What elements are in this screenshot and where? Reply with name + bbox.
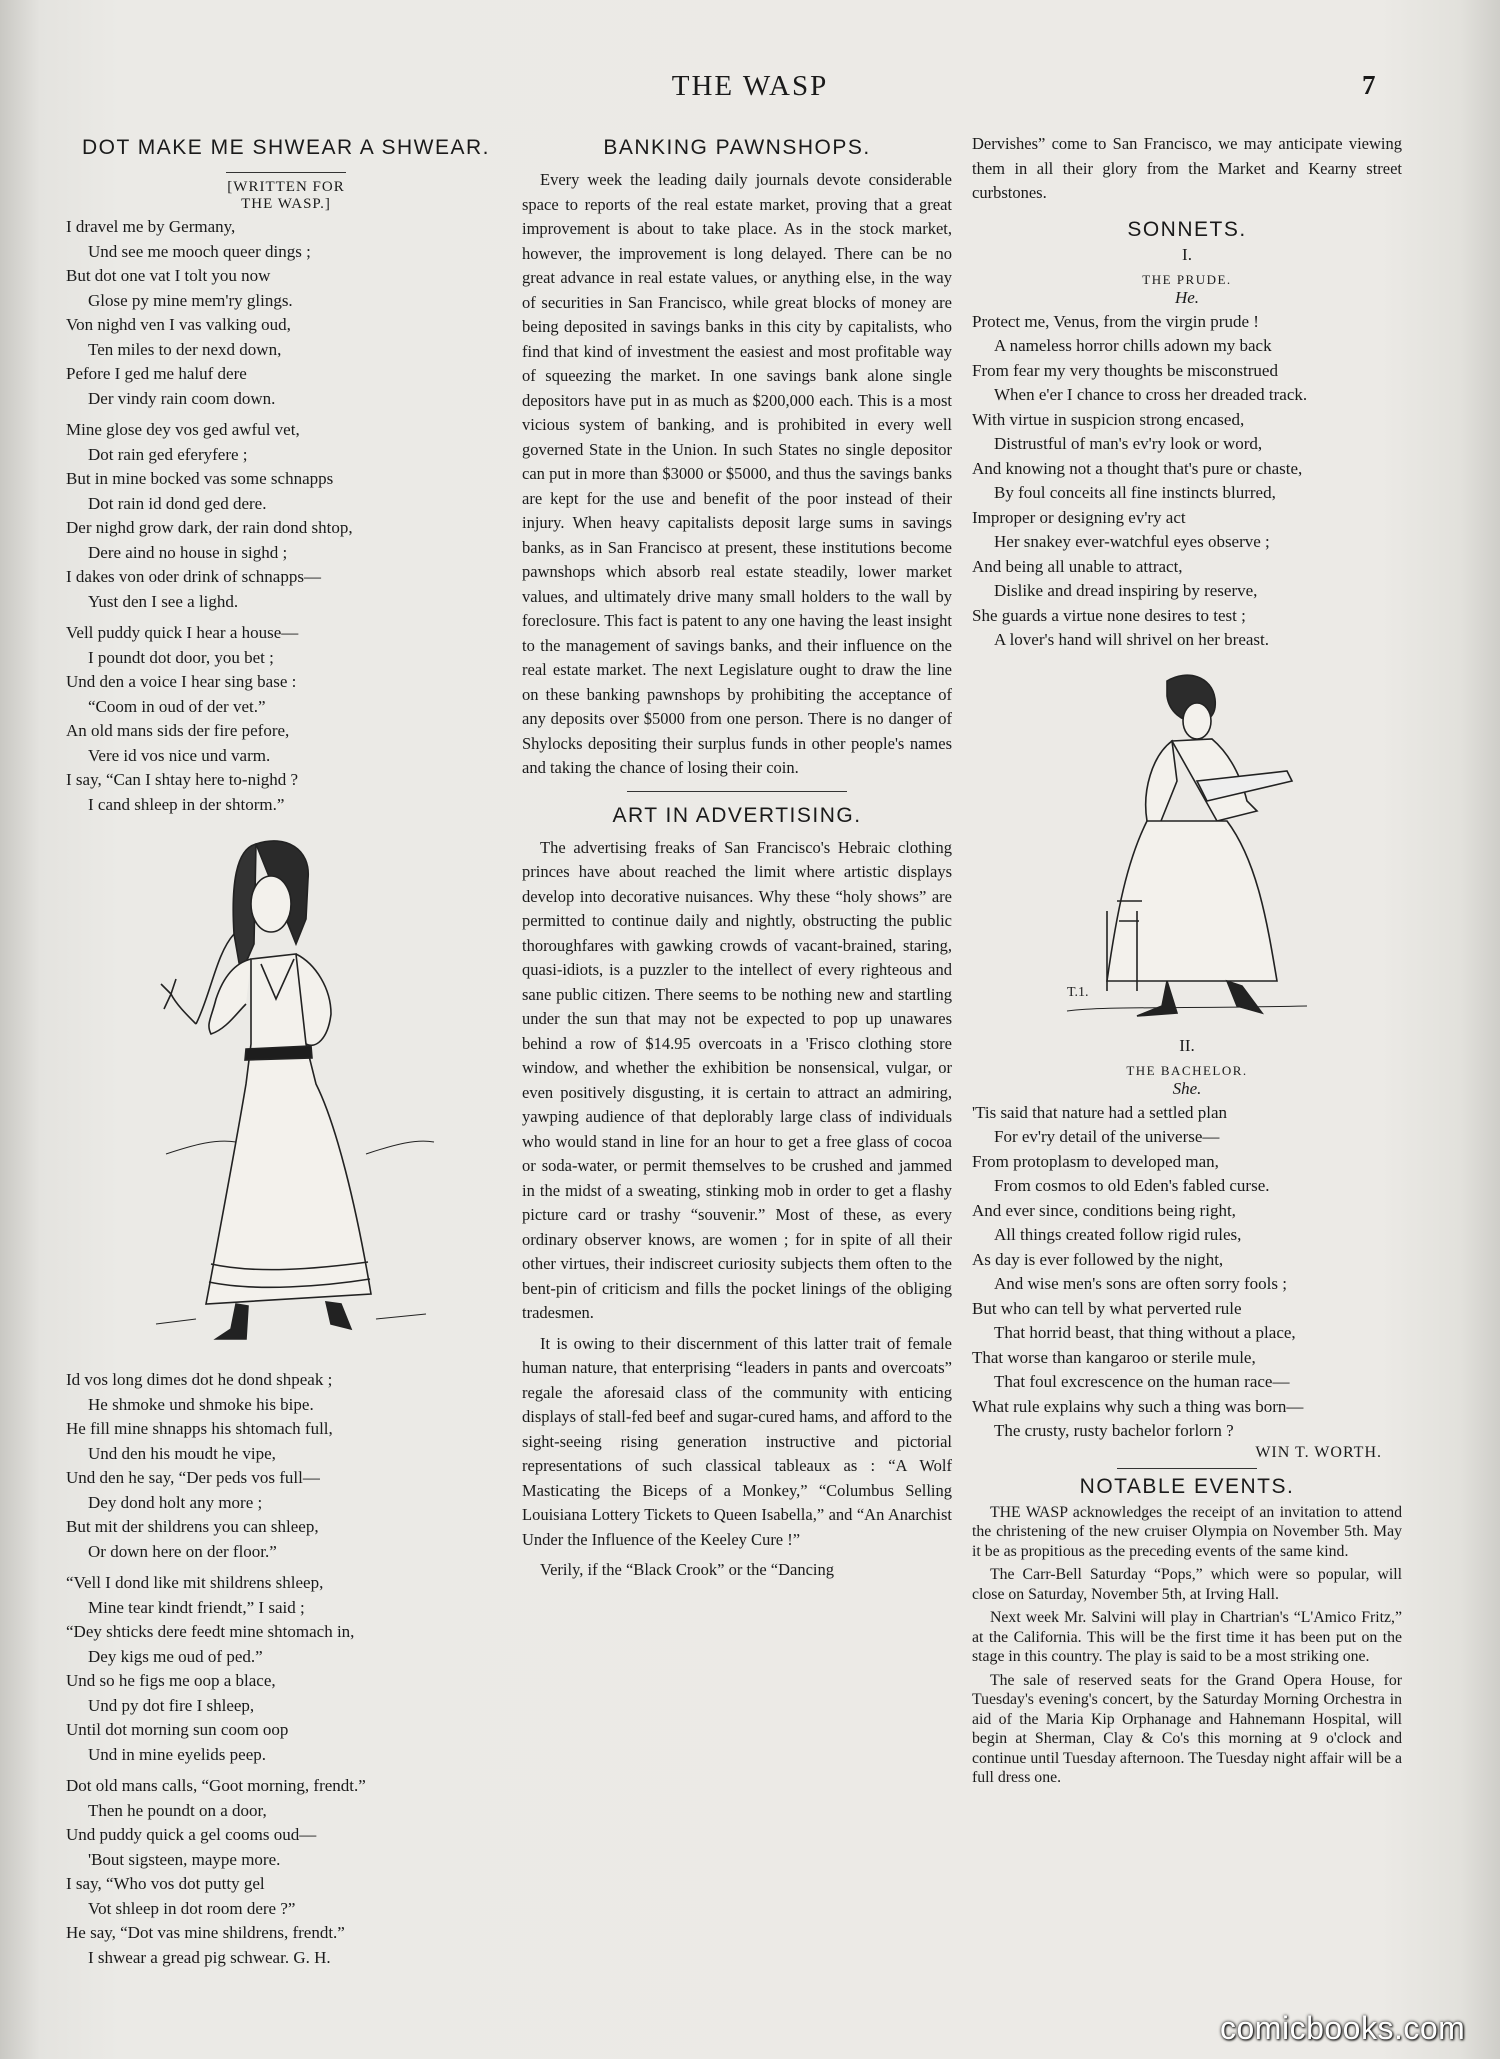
poem-line: Vere id vos nice und varm. (88, 745, 271, 765)
sonnet-line: Her snakey ever-watchful eyes observe ; (994, 532, 1270, 551)
column-poem (66, 132, 506, 1977)
sonnet-signature: WIN T. WORTH. (1255, 1443, 1382, 1461)
sonnet-line: And ever since, conditions being right, (972, 1200, 1236, 1220)
art-article-continued (972, 132, 1402, 206)
sonnet-line: She guards a virtue none desires to test ; (972, 605, 1246, 625)
poem-stanza (66, 1571, 506, 1767)
poem-line: Dere aind no house in sighd ; (88, 542, 288, 562)
seated-woman-illustration (1047, 661, 1327, 1031)
poem-line: Glose py mine mem'ry glings. (88, 290, 293, 310)
notable-paragraph: The Carr-Bell Saturday “Pops,” which were so popular, will close on Saturday, November 5th, at Irving Hall. (972, 1566, 1402, 1603)
poem-line: Und den his moudt he vipe, (88, 1443, 276, 1463)
poem-title: DOT MAKE ME SHWEAR A SHWEAR. (81, 136, 490, 159)
poem-line: Und see me mooch queer dings ; (88, 241, 311, 261)
sonnet-one-speaker: He. (1174, 287, 1200, 307)
banking-paragraph: Every week the leading daily journals devote considerable space to reports of the real estate market, proving that a great improvement is about to take place. As in the stock market, however, the improvement is long delayed. There can be no great advance in real estate values, or anything else, in the way of securities in San Francisco, while great blocks of money are being deposited in savings banks in this city by capitalists, who find that kind of investment the easiest and most profitable way of squeezing the market. In one savings bank alone single depositors have put in as much as $200,000 each. This is a most vicious system of banking, and is prohibited in every well governed State in the Union. In such States no single depositor can put in more than $3000 or $5000, and thus the savings banks are kept for the use and benefit of the poor instead of their injury. When heavy capitalists deposit large sums in savings banks, as in San Francisco at present, these institutions become pawnshops which absorb real estate steadily, lower market values, and ultimately drive many small holders to the wall by foreclosure. This fact is patent to any one having the least insight to the management of savings banks, and their influence on the real estate market. The next Legislature ought to draw the line on these banking pawnshops by prohibiting the acceptance of any deposits over $5000 from one person. There is no danger of Shylocks depositing their surplus funds in other people's names and taking the chance of losing their coin. (522, 170, 952, 777)
poem-line: Der vindy rain coom down. (88, 388, 276, 408)
poem-line: Until dot morning sun coom oop (66, 1720, 289, 1739)
poem-stanza (66, 1774, 506, 1970)
sonnet-line: Distrustful of man's ev'ry look or word, (994, 434, 1263, 453)
poem-line: I say, “Can I shtay here to-nighd ? (66, 770, 299, 789)
notable-title: NOTABLE EVENTS. (1079, 1474, 1295, 1498)
poem-line: I say, “Who vos dot putty gel (66, 1874, 265, 1893)
poem-byline: [WRITTEN FOR THE WASP.] (226, 172, 346, 213)
poem-line: He say, “Dot vas mine shildrens, frendt.” (66, 1923, 345, 1942)
sonnet-line: That worse than kangaroo or sterile mule, (972, 1347, 1256, 1367)
watermark-logo: comicbooks.com (1220, 2010, 1466, 2046)
banking-article (522, 168, 952, 781)
sonnet-line: Protect me, Venus, from the virgin prude ! (972, 311, 1259, 331)
notable-events (972, 1503, 1402, 1788)
poem-line: Und den he say, “Der peds vos full— (66, 1468, 320, 1487)
poem-line: “Dey shticks dere feedt mine shtomach in, (66, 1622, 355, 1641)
poem-line: But in mine bocked vas some schnapps (66, 469, 334, 488)
sonnet-two-speaker: She. (1172, 1078, 1202, 1098)
sonnet-one-lines (972, 310, 1402, 653)
poem-line: I shwear a gread pig schwear. G. H. (88, 1947, 331, 1967)
poem-line: Vot shleep in dot room dere ?” (88, 1898, 296, 1918)
art-paragraph: The advertising freaks of San Francisco's Hebraic clothing princes have about reached the limit where artistic displays develop into decorative nuisances. Why these “holy shows” are permitted to continue daily and nightly, obstructing the public thoroughfares with gawking crowds of vacant-brained, staring, quasi-idiots, is a puzzler to the intellect of every righteous and sane public citizen. There seems to be nothing new and startling under the sun that may not be expected to pop up unawares behind a row of $14.95 overcoats in a 'Frisco clothing store window, and whether the exhibition be nonsensical, vulgar, or even positively disgusting, it is certain to attract an admiring, yawping audience of that deplorably large class of individuals who would stand in line for an hour to get a free glass of cocoa or soda-water, or permit themselves to be crushed and jammed in the midst of a sweating, stinking mob in order to get a flashy picture card or trashy “souvenir.” Most of these, as every ordinary observer knows, are women ; for in spite of all their other virtues, their indiscreet curiosity subjects them often to the bent-pin of criticism and fills the pocket linings of the obliging tradesmen. (522, 837, 952, 1322)
notable-paragraph: THE WASP acknowledges the receipt of an invitation to attend the christening of the new cruiser Olympia on November 5th. May it be as propitious as the preceding events of the same kind. (972, 1503, 1402, 1560)
sonnet-line: From cosmos to old Eden's fabled curse. (994, 1176, 1270, 1195)
sonnet-line: Improper or designing ev'ry act (972, 507, 1186, 527)
sonnet-line: That horrid beast, that thing without a place, (994, 1323, 1296, 1342)
section-divider (1117, 1468, 1257, 1469)
sonnet-line: And knowing not a thought that's pure or chaste, (972, 458, 1303, 478)
sonnet-two-numeral: II. (1179, 1035, 1195, 1055)
poem-line: I poundt dot door, you bet ; (88, 647, 274, 667)
poem-line: “Coom in oud of der vet.” (88, 696, 266, 716)
poem-line: Dey kigs me oud of ped.” (88, 1646, 263, 1666)
sonnet-line: A lover's hand will shrivel on her breast. (994, 630, 1270, 649)
poem-stanza (66, 621, 506, 817)
banking-title: BANKING PAWNSHOPS. (603, 136, 871, 159)
art-paragraph: Verily, if the “Black Crook” or the “Dancing (540, 1560, 834, 1579)
sonnet-line: Dislike and dread inspiring by reserve, (994, 581, 1258, 600)
poem-line: Pefore I ged me haluf dere (66, 364, 247, 383)
poem-stanza (66, 1368, 506, 1564)
poem-line: Dey dond holt any more ; (88, 1492, 263, 1512)
sonnet-line: But who can tell by what perverted rule (972, 1298, 1242, 1318)
sonnet-line: A nameless horror chills adown my back (994, 336, 1272, 355)
poem-line: He shmoke und shmoke his bipe. (88, 1394, 314, 1414)
sonnet-line: As day is ever followed by the night, (972, 1249, 1224, 1269)
poem-line: Yust den I see a lighd. (88, 591, 239, 611)
poem-line: Dot old mans calls, “Goot morning, frendt.” (66, 1776, 366, 1795)
sonnet-line: 'Tis said that nature had a settled plan (972, 1102, 1228, 1122)
sonnet-line: With virtue in suspicion strong encased, (972, 409, 1245, 429)
sonnet-line: The crusty, rusty bachelor forlorn ? (994, 1421, 1234, 1440)
column-editorials (522, 132, 952, 1583)
poem-line: Und den a voice I hear sing base : (66, 672, 297, 691)
sonnet-line: From fear my very thoughts be misconstrued (972, 360, 1278, 380)
poem-stanzas-top (66, 215, 506, 817)
art-title: ART IN ADVERTISING. (612, 803, 862, 827)
poem-line: An old mans sids der fire pefore, (66, 721, 290, 740)
art-paragraph: It is owing to their discernment of this latter trait of female human nature, that enterprising “leaders in pants and overcoats” regale the aforesaid class of the community with enticing displays of stall-fed beef and sugar-cured hams, and afford to the sight-seeing rising generation instructive and pictorial representations of such classical tableaux as : “A Wolf Masticating the Biceps of a Monkey,” “Columbus Selling Louisiana Lottery Tickets to Queen Isabella,” and “An Anarchist Under the Influence of the Keeley Cure !” (522, 1333, 952, 1549)
poem-line: But dot one vat I tolt you now (66, 266, 271, 285)
poem-line: “Vell I dond like mit shildrens shleep, (66, 1573, 324, 1592)
sonnet-line: When e'er I chance to cross her dreaded track. (994, 385, 1308, 404)
poem-line: Und puddy quick a gel cooms oud— (66, 1825, 317, 1844)
poem-line: Vell puddy quick I hear a house— (66, 623, 299, 642)
poem-line: Von nighd ven I vas valking oud, (66, 315, 291, 334)
sonnet-line: From protoplasm to developed man, (972, 1151, 1219, 1171)
poem-line: He fill mine shnapps his shtomach full, (66, 1419, 333, 1438)
poem-line: Und so he figs me oop a blace, (66, 1671, 276, 1690)
poem-line: Id vos long dimes dot he dond shpeak ; (66, 1370, 333, 1389)
poem-line: I dravel me by Germany, (66, 217, 236, 236)
sonnet-line: By foul conceits all fine instincts blurred, (994, 483, 1276, 502)
sonnet-one-subtitle: THE PRUDE. (1142, 271, 1232, 287)
column-sonnets (972, 132, 1402, 1792)
poem-line: Mine tear kindt friendt,” I said ; (88, 1597, 305, 1617)
poem-line: Ten miles to der nexd down, (88, 339, 282, 359)
notable-paragraph: The sale of reserved seats for the Grand Opera House, for Tuesday's evening's concert, by the Saturday Morning Orchestra in aid of the Maria Kip Orphanage and Hahnemann Hospital, will begin at Sherman, Clay & Co's this morning at 9 o'clock and continue until Tuesday afternoon. The Tuesday night affair will be a full dress one. (972, 1671, 1402, 1786)
poem-line: But mit der shildrens you can shleep, (66, 1517, 319, 1536)
art-article (522, 836, 952, 1583)
sonnet-two-lines (972, 1101, 1402, 1444)
masthead-title: THE WASP (671, 70, 829, 102)
notable-paragraph: Next week Mr. Salvini will play in Chartrian's “L'Amico Fritz,” at the California. This will be the first time it has been put on the stage in this country. The play is said to be a most striking one. (972, 1609, 1402, 1665)
sonnet-line: And being all unable to attract, (972, 556, 1183, 576)
art-continued-paragraph: Dervishes” come to San Francisco, we may anticipate viewing them in all their glory from the Market and Kearny street curbstones. (972, 134, 1402, 202)
poem-line: 'Bout sigsteen, maype more. (88, 1849, 281, 1869)
poem-stanza (66, 418, 506, 614)
sonnet-one-numeral: I. (1182, 244, 1192, 264)
svg-text:T.1.: T.1. (1067, 984, 1089, 1000)
poem-line: Then he poundt on a door, (88, 1800, 267, 1820)
poem-line: Dot rain ged eferyfere ; (88, 444, 248, 464)
sonnet-line: For ev'ry detail of the universe— (994, 1127, 1220, 1146)
poem-line: I cand shleep in der shtorm.” (88, 794, 285, 814)
sonnets-title: SONNETS. (1127, 217, 1247, 241)
sonnet-line: That foul excrescence on the human race— (994, 1372, 1290, 1391)
sonnet-line: All things created follow rigid rules, (994, 1225, 1242, 1244)
page-number: 7 (1362, 70, 1376, 100)
poem-line: Der nighd grow dark, der rain dond shtop, (66, 518, 353, 537)
girl-with-hair-illustration (136, 824, 436, 1364)
section-divider (627, 791, 847, 792)
poem-line: Dot rain id dond ged dere. (88, 493, 267, 513)
poem-line: Und py dot fire I shleep, (88, 1695, 255, 1715)
sonnet-two-subtitle: THE BACHELOR. (1126, 1062, 1248, 1078)
poem-line: I dakes von oder drink of schnapps— (66, 567, 321, 586)
sonnet-line: What rule explains why such a thing was born— (972, 1396, 1304, 1416)
poem-line: Mine glose dey vos ged awful vet, (66, 420, 300, 439)
poem-line: Or down here on der floor.” (88, 1541, 277, 1561)
poem-stanza (66, 215, 506, 411)
poem-stanzas-bottom (66, 1368, 506, 1970)
sonnet-line: And wise men's sons are often sorry fools ; (994, 1274, 1287, 1293)
poem-line: Und in mine eyelids peep. (88, 1744, 266, 1764)
